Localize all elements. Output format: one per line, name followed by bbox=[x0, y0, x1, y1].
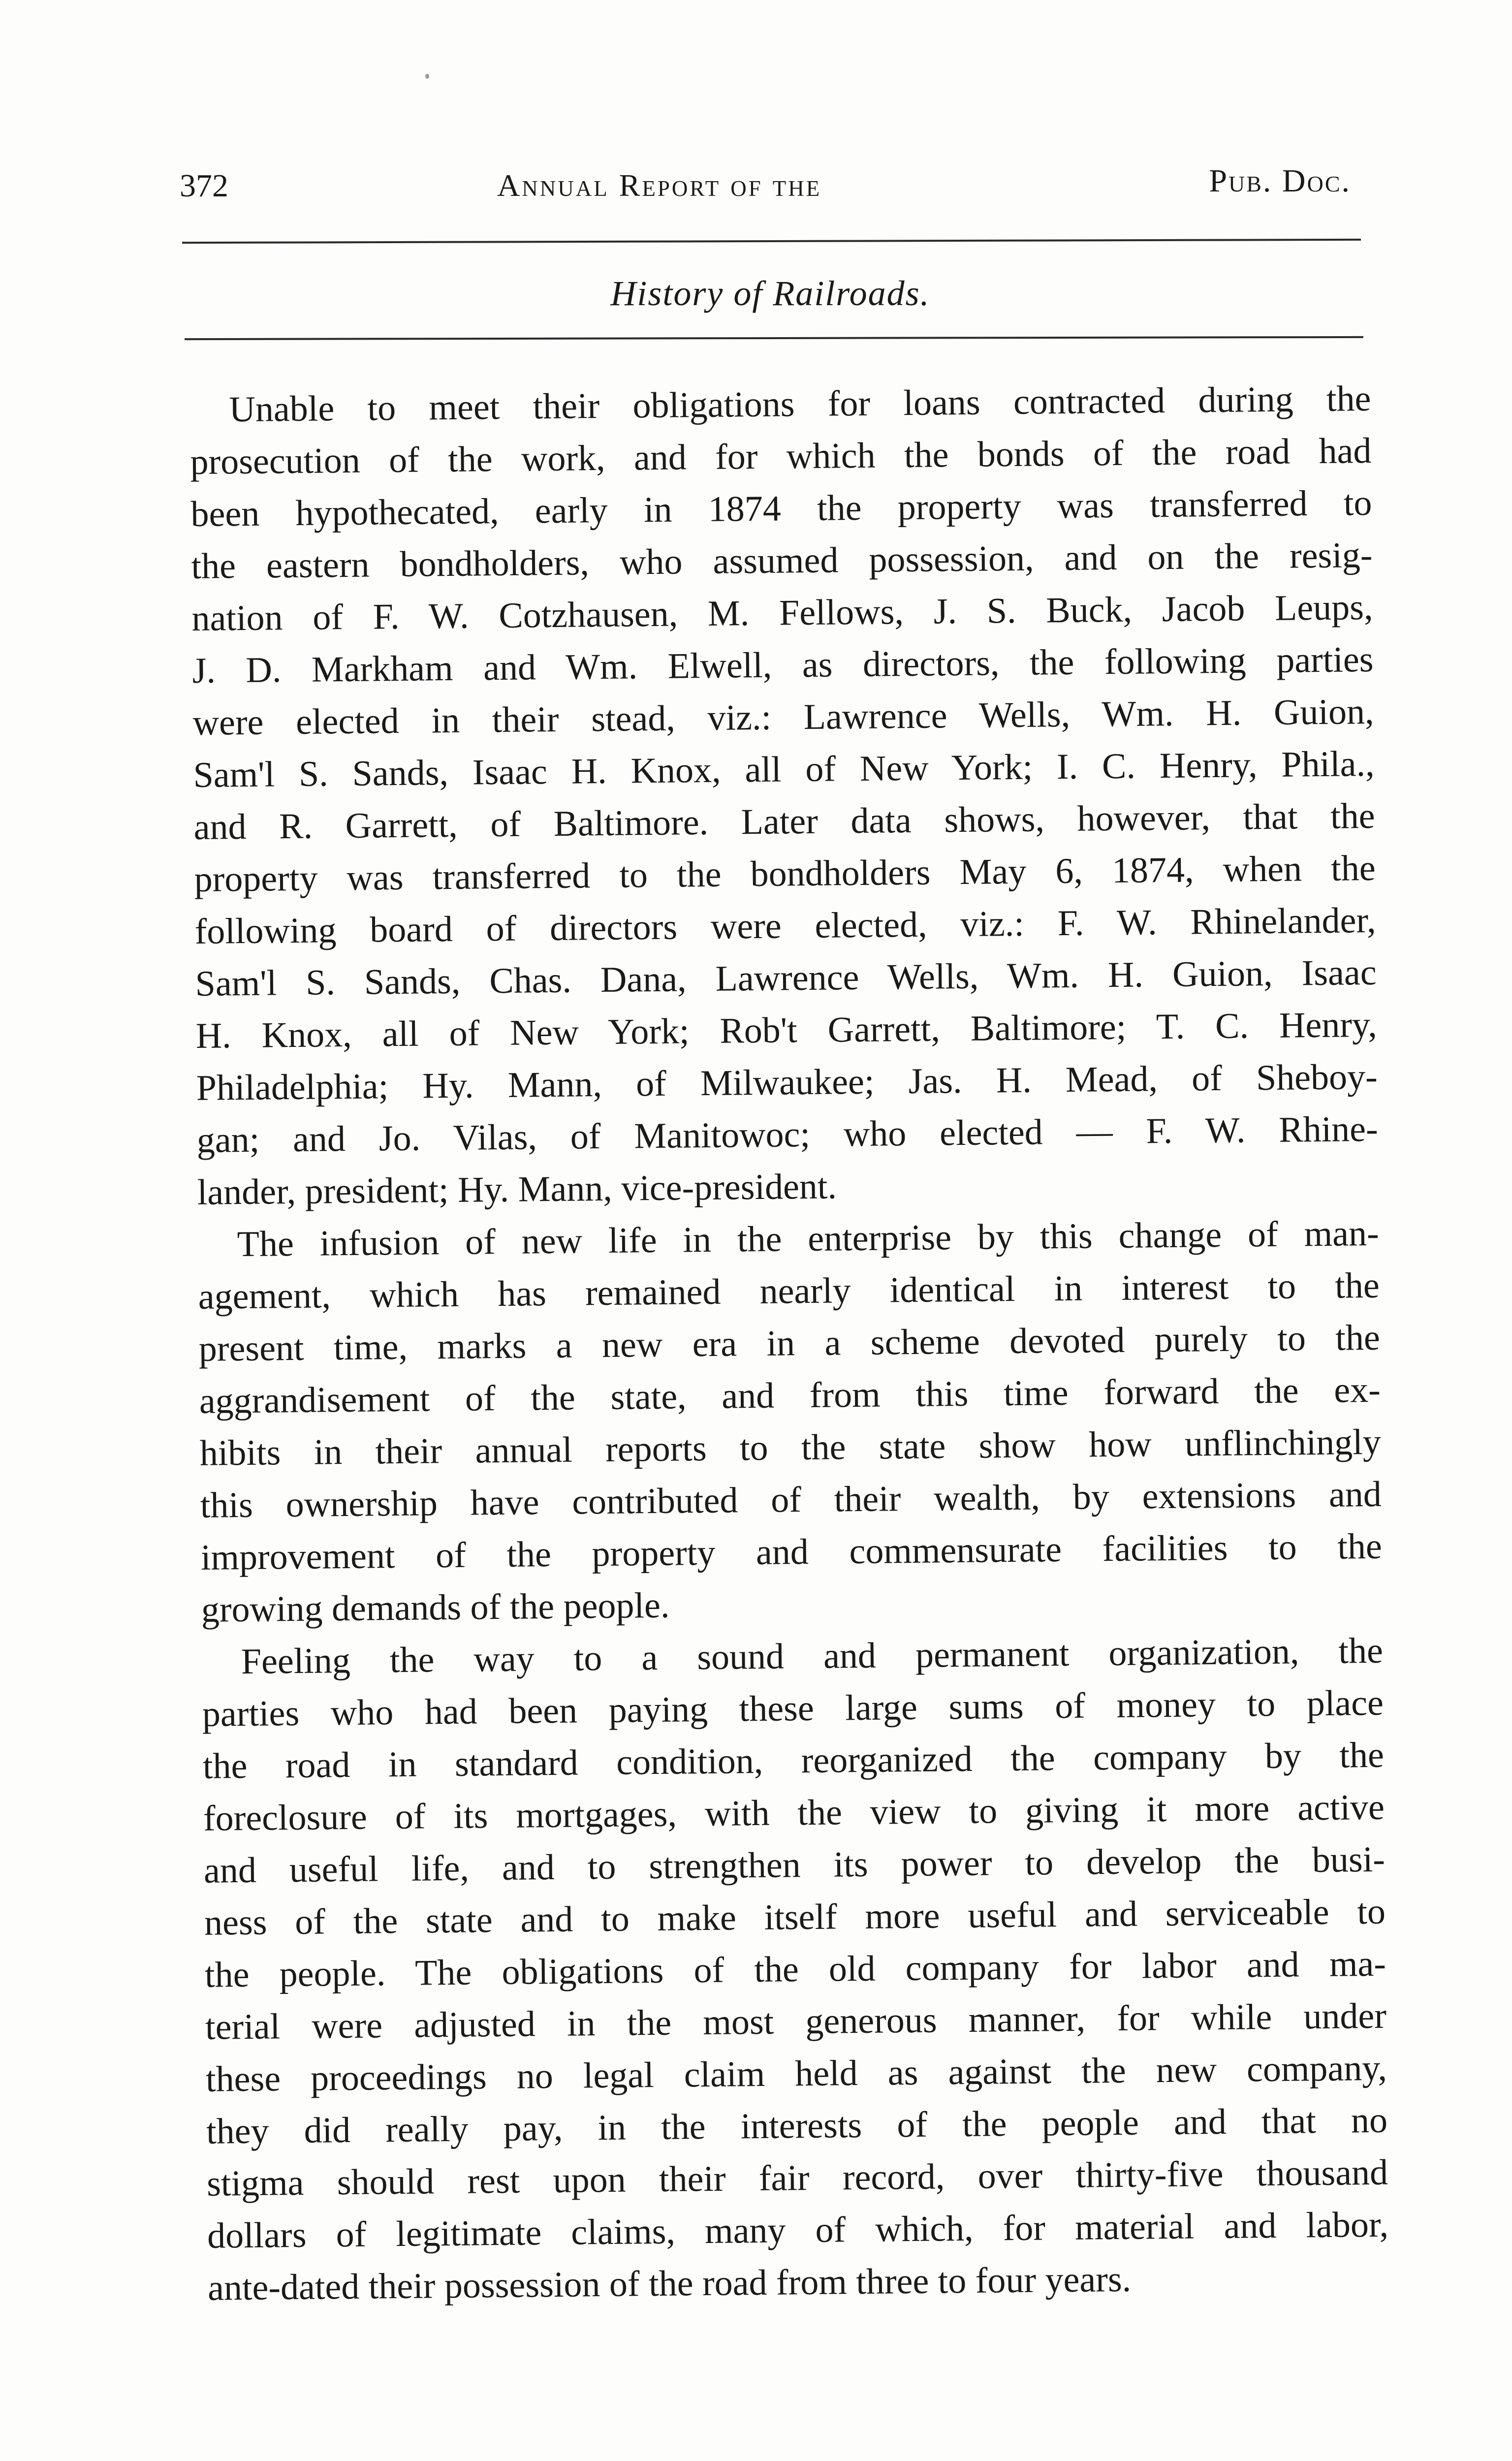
paragraph-2 bbox=[197, 1207, 1383, 1636]
body-text bbox=[189, 373, 1389, 2314]
text-line: ante-dated their possession of the road from three to four years. bbox=[207, 2259, 1132, 2308]
text-line: Sam'l S. Sands, Chas. Dana, Lawrence Wells, Wm. H. Guion, Isaac bbox=[195, 952, 1377, 1004]
document-label: Pub. Doc. bbox=[1209, 163, 1351, 199]
running-head: Annual Report of the bbox=[497, 168, 822, 203]
text-line: the road in standard condition, reorganized the company by the bbox=[202, 1735, 1385, 1787]
page-header bbox=[180, 162, 1361, 207]
text-line: J. D. Markham and Wm. Elwell, as directors, the following parties bbox=[192, 639, 1374, 691]
text-line: the people. The obligations of the old company for labor and ma- bbox=[204, 1943, 1386, 1995]
text-line: parties who had been paying these large sums of money to place bbox=[202, 1682, 1384, 1735]
text-line: foreclosure of its mortgages, with the view to giving it more active bbox=[203, 1787, 1385, 1839]
text-line: property was transferred to the bondholders May 6, 1874, when the bbox=[194, 848, 1376, 900]
text-line: ness of the state and to make itself more useful and serviceable to bbox=[204, 1891, 1386, 1943]
text-line: they did really pay, in the interests of the people and that no bbox=[206, 2100, 1388, 2152]
paragraph-1 bbox=[189, 373, 1379, 1219]
header-rule-bottom bbox=[185, 336, 1363, 340]
text-line: were elected in their stead, viz.: Lawrence Wells, Wm. H. Guion, bbox=[192, 691, 1374, 743]
text-line: dollars of legitimate claims, many of which, for material and labor, bbox=[207, 2204, 1389, 2256]
text-line: Feeling the way to a sound and permanent organization, the bbox=[241, 1630, 1384, 1682]
header-rule-top bbox=[182, 239, 1361, 244]
text-line: terial were adjusted in the most generous manner, for while under bbox=[205, 1995, 1387, 2048]
page-number: 372 bbox=[180, 168, 228, 204]
text-line: gan; and Jo. Vilas, of Manitowoc; who elected — F. W. Rhine- bbox=[196, 1108, 1379, 1161]
text-line: hibits in their annual reports to the state show how unflinchingly bbox=[199, 1421, 1382, 1474]
text-line: stigma should rest upon their fair record, over thirty-five thousand bbox=[206, 2152, 1388, 2204]
section-title: History of Railroads. bbox=[610, 274, 930, 313]
text-line: prosecution of the work, and for which the bonds of the road had bbox=[190, 430, 1372, 482]
text-line: present time, marks a new era in a scheme devoted purely to the bbox=[198, 1317, 1381, 1369]
text-line: Sam'l S. Sands, Isaac H. Knox, all of New York; I. C. Henry, Phila., bbox=[193, 743, 1375, 795]
text-line: improvement of the property and commensurate facilities to the bbox=[200, 1526, 1383, 1578]
text-line: H. Knox, all of New York; Rob't Garrett, Baltimore; T. C. Henry, bbox=[195, 1004, 1378, 1056]
text-line: Unable to meet their obligations for loans contracted during the bbox=[229, 378, 1371, 430]
text-line: and R. Garrett, of Baltimore. Later data shows, however, that the bbox=[193, 795, 1375, 848]
text-line: following board of directors were elected, viz.: F. W. Rhinelander, bbox=[194, 900, 1376, 952]
paragraph-3 bbox=[201, 1625, 1389, 2314]
text-line: been hypothecated, early in 1874 the property was transferred to bbox=[190, 482, 1372, 535]
text-line: lander, president; Hy. Mann, vice-president. bbox=[197, 1166, 837, 1213]
text-line: the eastern bondholders, who assumed possession, and on the resig- bbox=[191, 535, 1373, 587]
ink-speck bbox=[425, 74, 429, 79]
text-line: aggrandisement of the state, and from this time forward the ex- bbox=[199, 1369, 1381, 1421]
text-line: nation of F. W. Cotzhausen, M. Fellows, J. S. Buck, Jacob Leups, bbox=[191, 587, 1373, 639]
text-line: Philadelphia; Hy. Mann, of Milwaukee; Jas. H. Mead, of Sheboy- bbox=[196, 1056, 1378, 1108]
text-line: The infusion of new life in the enterprise by this change of man- bbox=[237, 1213, 1380, 1265]
text-line: growing demands of the people. bbox=[201, 1585, 670, 1630]
text-line: and useful life, and to strengthen its power to develop the busi- bbox=[203, 1839, 1386, 1891]
text-line: this ownership have contributed of their wealth, by extensions and bbox=[200, 1474, 1382, 1526]
text-line: these proceedings no legal claim held as against the new company, bbox=[205, 2048, 1387, 2100]
text-line: agement, which has remained nearly identical in interest to the bbox=[198, 1265, 1380, 1317]
